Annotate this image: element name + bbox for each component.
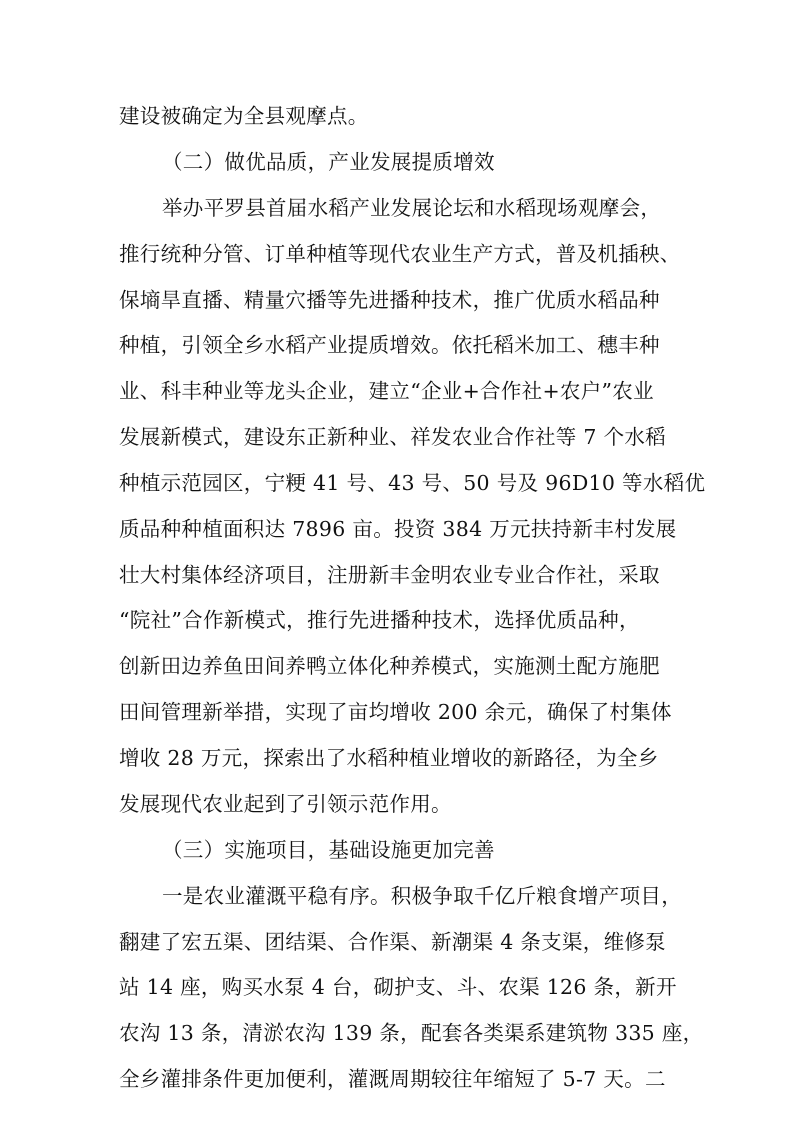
text-line: 农沟 13 条，清淤农沟 139 条，配套各类渠系建筑物 335 座， bbox=[119, 1021, 704, 1045]
text-line: 站 14 座，购买水泵 4 台，砌护支、斗、农渠 126 条，新开 bbox=[119, 975, 677, 999]
text-line: 建设被确定为全县观摩点。 bbox=[119, 104, 369, 128]
text-line: 质品种种植面积达 7896 亩。投资 384 万元扶持新丰村发展 bbox=[119, 517, 677, 541]
text-line: 种植示范园区，宁粳 41 号、43 号、50 号及 96D10 等水稻优 bbox=[119, 471, 706, 495]
text-line: 发展新模式，建设东正新种业、祥发农业合作社等 7 个水稻 bbox=[119, 425, 666, 449]
text-line: 举办平罗县首届水稻产业发展论坛和水稻现场观摩会， bbox=[162, 196, 662, 220]
text-line: 业、科丰种业等龙头企业，建立“企业+合作社+农户”农业 bbox=[119, 379, 654, 403]
text-line: 全乡灌排条件更加便利，灌溉周期较往年缩短了 5-7 天。二 bbox=[119, 1067, 666, 1091]
text-line: 创新田边养鱼田间养鸭立体化种养模式，实施测土配方施肥 bbox=[119, 654, 660, 678]
section-heading: （二）做优品质，产业发展提质增效 bbox=[162, 150, 495, 174]
text-line: 增收 28 万元，探索出了水稻种植业增收的新路径，为全乡 bbox=[119, 746, 659, 770]
text-line: 壮大村集体经济项目，注册新丰金明农业专业合作社，采取 bbox=[119, 563, 660, 587]
text-line: 一是农业灌溉平稳有序。积极争取千亿斤粮食增产项目， bbox=[162, 884, 682, 908]
text-line: 种植，引领全乡水稻产业提质增效。依托稻米加工、穗丰种 bbox=[119, 333, 660, 357]
text-line: 发展现代农业起到了引领示范作用。 bbox=[119, 792, 452, 816]
text-line: “院社”合作新模式，推行先进播种技术，选择优质品种， bbox=[119, 608, 640, 632]
text-line: 翻建了宏五渠、团结渠、合作渠、新潮渠 4 条支渠，维修泵 bbox=[119, 930, 666, 954]
section-heading: （三）实施项目，基础设施更加完善 bbox=[162, 838, 495, 862]
text-line: 保墒旱直播、精量穴播等先进播种技术，推广优质水稻品种 bbox=[119, 288, 660, 312]
text-line: 田间管理新举措，实现了亩均增收 200 余元，确保了村集体 bbox=[119, 700, 672, 724]
text-line: 推行统种分管、订单种植等现代农业生产方式，普及机插秧、 bbox=[119, 242, 681, 266]
